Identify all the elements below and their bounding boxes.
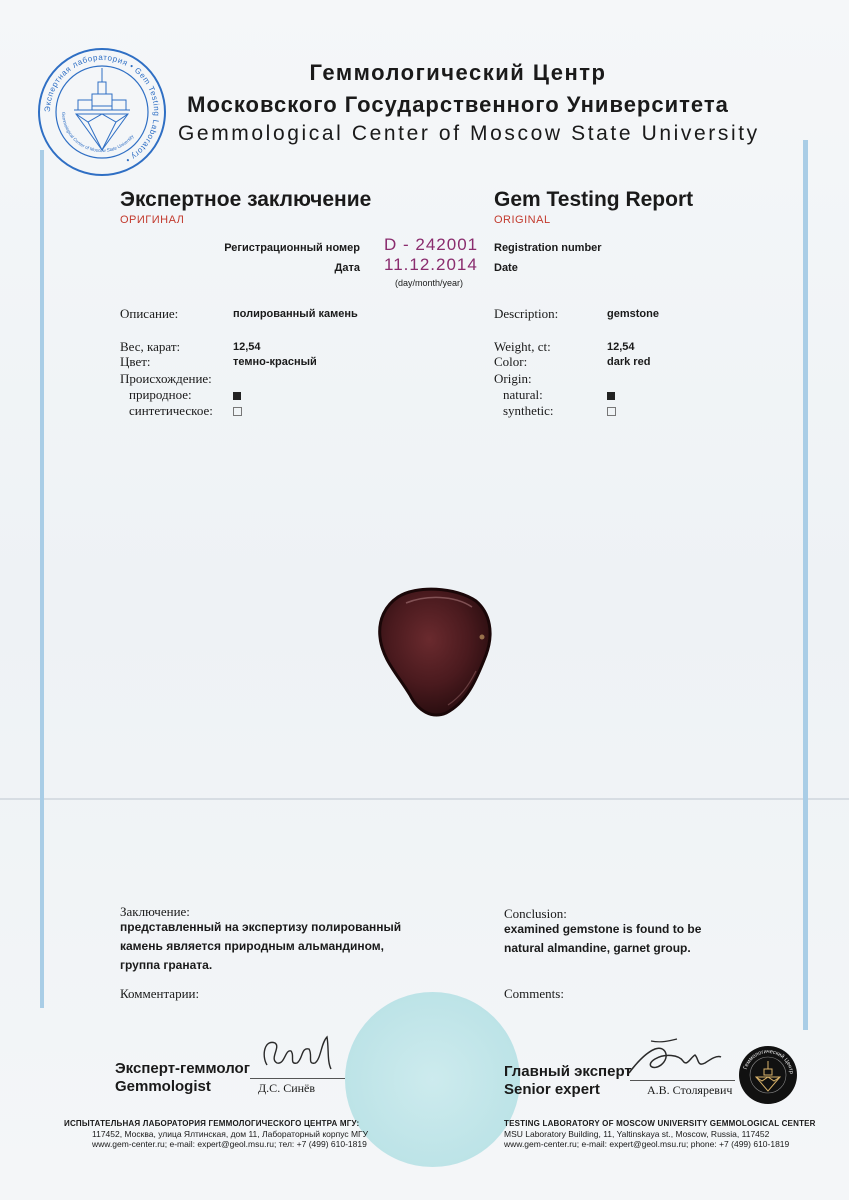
- natural-checkbox-ru: [233, 392, 241, 400]
- conclusion-ru-line-3: группа граната.: [120, 958, 213, 972]
- synthetic-label-ru: синтетическое:: [129, 403, 213, 418]
- frame-left-line: [40, 150, 44, 1008]
- reg-label-en: Registration number: [494, 242, 602, 254]
- conclusion-ru-line-1: представленный на экспертизу полированный: [120, 920, 402, 934]
- embossed-stamp: [345, 992, 520, 1167]
- gem-center-logo-icon: [738, 1045, 798, 1105]
- conclusion-label-ru: Заключение:: [120, 904, 190, 919]
- seal-inner-text: Gemmological Center of Moscow State University: [60, 111, 135, 154]
- weight-value-en: 12,54: [607, 341, 635, 353]
- origin-label-en: Origin:: [494, 371, 532, 386]
- comments-label-en: Comments:: [504, 986, 564, 1001]
- gemstone-photo: [376, 583, 498, 719]
- weight-label-ru: Вес, карат:: [120, 339, 181, 354]
- report-title-ru: Экспертное заключение: [120, 188, 372, 211]
- senior-expert-role-ru: Главный эксперт: [504, 1063, 632, 1080]
- synthetic-label-en: synthetic:: [503, 403, 554, 418]
- gemmologist-signature-line: [250, 1078, 345, 1079]
- description-label-en: Description:: [494, 306, 559, 321]
- weight-value-ru: 12,54: [233, 341, 261, 353]
- header-line-1: Геммологический Центр: [309, 60, 607, 85]
- senior-expert-role-en: Senior expert: [504, 1081, 600, 1098]
- laboratory-seal-icon: [36, 46, 168, 178]
- gemmologist-signature: [255, 1025, 345, 1080]
- footer-ru-line-3: www.gem-center.ru; e-mail: expert@geol.msu.ru; тел: +7 (499) 610-1819: [92, 1139, 367, 1149]
- synthetic-checkbox-ru: [233, 407, 242, 416]
- conclusion-en-line-2: natural almandine, garnet group.: [504, 941, 691, 955]
- status-en: ORIGINAL: [494, 214, 551, 226]
- header-line-3: Gemmological Center of Moscow State University: [178, 122, 760, 145]
- footer-ru-line-1: ИСПЫТАТЕЛЬНАЯ ЛАБОРАТОРИЯ ГЕММОЛОГИЧЕСКОГО ЦЕНТРА МГУ:: [64, 1119, 360, 1128]
- conclusion-label-en: Conclusion:: [504, 906, 567, 921]
- footer-en-line-3: www.gem-center.ru; e-mail: expert@geol.msu.ru; phone: +7 (499) 610-1819: [504, 1139, 790, 1149]
- description-value-en: gemstone: [607, 308, 659, 320]
- reg-label-ru: Регистрационный номер: [224, 242, 360, 254]
- senior-expert-signature: [625, 1035, 725, 1085]
- origin-label-ru: Происхождение:: [120, 371, 212, 386]
- natural-label-ru: природное:: [129, 387, 192, 402]
- report-date: 11.12.2014: [384, 255, 478, 274]
- frame-right-line: [803, 140, 808, 1030]
- report-title-en: Gem Testing Report: [494, 188, 694, 211]
- gemmologist-name: Д.С. Синёв: [258, 1081, 316, 1095]
- synthetic-checkbox-en: [607, 407, 616, 416]
- description-value-ru: полированный камень: [233, 308, 358, 320]
- conclusion-ru-line-2: камень является природным альмандином,: [120, 939, 384, 953]
- status-ru: ОРИГИНАЛ: [120, 214, 185, 226]
- seal-ring-text: Экспертная лаборатория • Gem Testing Laboratory •: [42, 52, 162, 165]
- color-label-ru: Цвет:: [120, 354, 151, 369]
- conclusion-en-line-1: examined gemstone is found to be: [504, 922, 702, 936]
- footer-ru-line-2: 117452, Москва, улица Ялтинская, дом 11, Лабораторный корпус МГУ: [92, 1129, 369, 1139]
- natural-checkbox-en: [607, 392, 615, 400]
- date-label-en: Date: [494, 262, 518, 274]
- senior-expert-name: А.В. Столяревич: [647, 1083, 733, 1097]
- footer-en-line-1: TESTING LABORATORY OF MOSCOW UNIVERSITY GEMMOLOGICAL CENTER: [504, 1119, 816, 1128]
- gemmologist-role-en: Gemmologist: [115, 1078, 211, 1095]
- color-value-ru: темно-красный: [233, 356, 317, 368]
- footer-en-line-2: MSU Laboratory Building, 11, Yaltinskaya st., Moscow, Russia, 117452: [504, 1129, 770, 1139]
- color-label-en: Color:: [494, 354, 528, 369]
- date-label-ru: Дата: [334, 262, 360, 274]
- fold-line: [0, 798, 849, 800]
- natural-label-en: natural:: [503, 387, 543, 402]
- comments-label-ru: Комментарии:: [120, 986, 200, 1001]
- description-label-ru: Описание:: [120, 306, 179, 321]
- color-value-en: dark red: [607, 356, 651, 368]
- reg-number: D - 242001: [384, 235, 479, 254]
- gemmologist-role-ru: Эксперт-геммолог: [115, 1060, 250, 1077]
- header-line-2: Московского Государственного Университета: [187, 92, 729, 117]
- logo-ring-text: Геммологический Центр: [742, 1048, 795, 1075]
- date-format-hint: (day/month/year): [395, 278, 464, 288]
- senior-expert-signature-line: [630, 1080, 735, 1081]
- weight-label-en: Weight, ct:: [494, 339, 551, 354]
